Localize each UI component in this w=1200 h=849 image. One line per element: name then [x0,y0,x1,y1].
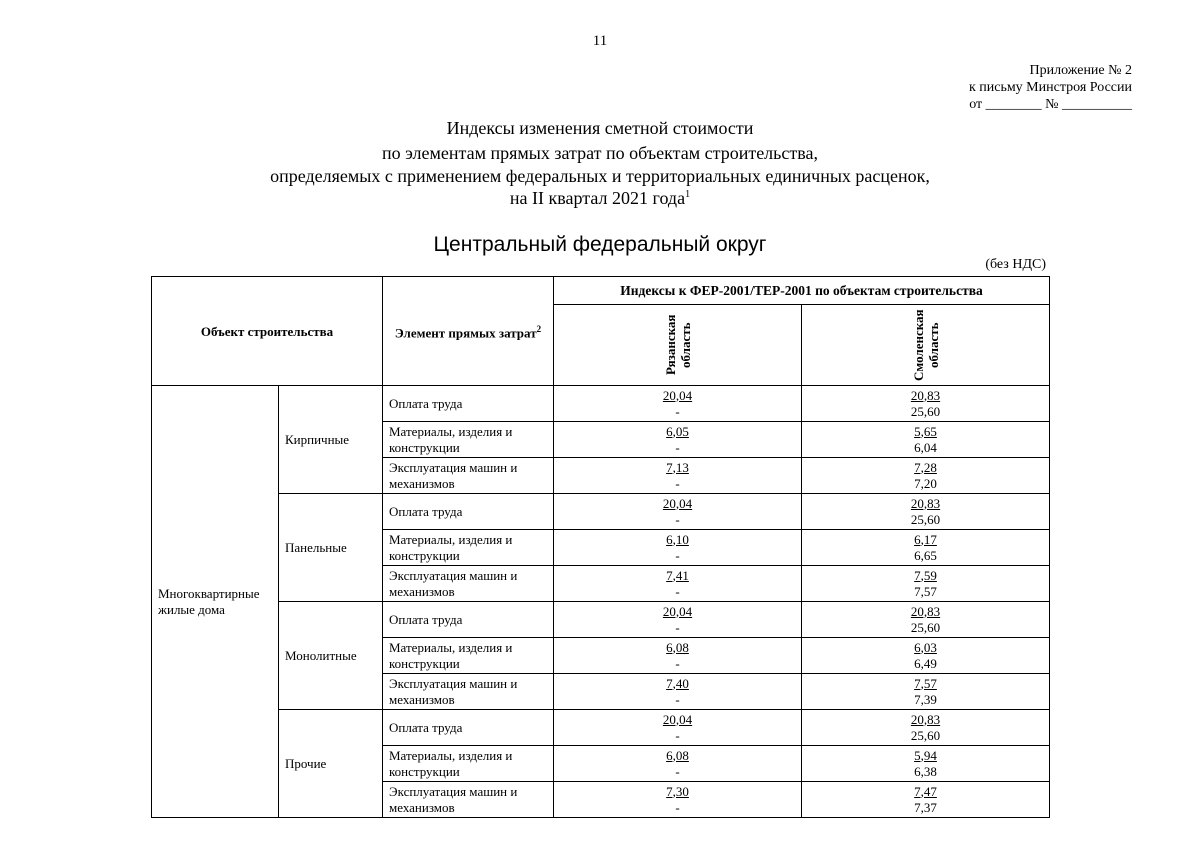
index-value-fer: 7,59 [914,567,937,583]
index-value-fer: 6,08 [666,747,689,763]
index-value-ter: - [675,619,680,635]
index-value-cell-smolensk [802,458,1050,494]
index-value-cell-smolensk [802,674,1050,710]
index-value-fer: 7,47 [914,783,937,799]
index-value-fer: 7,28 [914,459,937,475]
building-type-cell: Монолитные [279,602,383,710]
document-title-line-1: Индексы изменения сметной стоимости [446,118,754,138]
index-value-ter: 7,37 [914,799,937,815]
page-number: 11 [592,33,608,49]
index-value-fer: 7,30 [666,783,689,799]
index-value-cell-smolensk [802,782,1050,818]
index-value-fer: 6,10 [666,531,689,547]
index-value-ter: 7,39 [914,691,937,707]
index-value-cell-smolensk [802,710,1050,746]
document-title-line-4 [0,188,1200,209]
region-title: Центральный федеральный округ [433,233,767,256]
index-value-fer: 20,04 [662,495,693,511]
footnote-marker-1: 1 [685,189,691,200]
element-cell: Оплата труда [383,386,554,422]
index-value-cell-ryazan [554,458,802,494]
index-value-fer: 6,17 [914,531,937,547]
element-cell: Оплата труда [383,602,554,638]
index-value-ter: 6,38 [914,763,937,779]
index-value-fer: 20,83 [910,711,941,727]
index-value-fer: 7,40 [666,675,689,691]
table-row [152,494,1050,530]
index-value-ter: 7,20 [914,475,937,491]
index-value-cell-smolensk [802,746,1050,782]
index-value-ter: - [675,763,680,779]
header-indices: Индексы к ФЕР-2001/ТЕР-2001 по объектам строительства [554,277,1050,305]
index-value-cell-ryazan [554,422,802,458]
table-row [152,710,1050,746]
index-value-ter: - [675,799,680,815]
element-cell: Материалы, изделия и конструкции [383,530,554,566]
index-value-cell-ryazan [554,494,802,530]
index-value-cell-smolensk [802,422,1050,458]
header-element: Элемент прямых затрат$^2$ [383,277,554,386]
building-type-cell: Кирпичные [279,386,383,494]
index-value-fer: 6,03 [914,639,937,655]
index-value-ter: 6,65 [914,547,937,563]
appendix-title: Приложение № 2 [1029,63,1132,78]
element-cell: Эксплуатация машин и механизмов [383,782,554,818]
index-value-fer: 20,83 [910,603,941,619]
index-value-fer: 5,94 [914,747,937,763]
index-value-cell-smolensk [802,602,1050,638]
index-value-cell-ryazan [554,746,802,782]
index-value-fer: 5,65 [914,423,937,439]
index-value-fer: 6,08 [666,639,689,655]
element-cell: Материалы, изделия и конструкции [383,746,554,782]
index-value-ter: 25,60 [910,619,941,635]
header-region-smolensk: Смоленская область [802,305,1050,386]
building-type-cell: Прочие [279,710,383,818]
index-value-ter: 25,60 [910,511,941,527]
header-region-ryazan: Рязанская область [554,305,802,386]
element-cell: Эксплуатация машин и механизмов [383,674,554,710]
index-value-fer: 20,83 [910,387,941,403]
index-value-fer: 6,05 [666,423,689,439]
index-value-cell-ryazan [554,386,802,422]
table-body [152,386,1050,818]
table-row [152,602,1050,638]
index-value-fer: 7,13 [666,459,689,475]
element-cell: Оплата труда [383,710,554,746]
index-value-ter: - [675,691,680,707]
document-title-line-2: по элементам прямых затрат по объектам строительства, [382,143,818,163]
index-value-ter: - [675,727,680,743]
index-value-ter: - [675,403,680,419]
index-value-ter: 25,60 [910,727,941,743]
index-value-cell-ryazan [554,674,802,710]
index-value-fer: 20,04 [662,711,693,727]
building-type-cell: Панельные [279,494,383,602]
appendix-letter: к письму Минстроя России [968,80,1132,95]
index-value-fer: 20,83 [910,495,941,511]
index-value-ter: 6,49 [914,655,937,671]
index-value-ter: - [675,475,680,491]
index-value-ter: - [675,439,680,455]
indices-table [151,276,1050,818]
index-value-fer: 20,04 [662,603,693,619]
element-cell: Эксплуатация машин и механизмов [383,458,554,494]
index-value-cell-smolensk [802,638,1050,674]
index-value-ter: - [675,511,680,527]
index-value-ter: - [675,547,680,563]
index-value-cell-ryazan [554,710,802,746]
index-value-fer: 7,41 [666,567,689,583]
index-value-cell-smolensk [802,566,1050,602]
index-value-cell-ryazan [554,638,802,674]
index-value-cell-smolensk [802,386,1050,422]
vat-note: (без НДС) [985,257,1046,272]
title-period: на II квартал 2021 года [509,188,686,208]
index-value-cell-smolensk [802,530,1050,566]
index-value-fer: 20,04 [662,387,693,403]
index-value-cell-ryazan [554,602,802,638]
index-value-ter: 7,57 [914,583,937,599]
index-value-cell-ryazan [554,530,802,566]
element-cell: Материалы, изделия и конструкции [383,638,554,674]
element-cell: Эксплуатация машин и механизмов [383,566,554,602]
element-cell: Материалы, изделия и конструкции [383,422,554,458]
header-object: Объект строительства [152,277,383,386]
category-cell: Многоквартирные жилые дома [152,386,279,818]
element-cell: Оплата труда [383,494,554,530]
index-value-ter: - [675,583,680,599]
index-value-cell-smolensk [802,494,1050,530]
table-row [152,386,1050,422]
index-value-cell-ryazan [554,566,802,602]
index-value-ter: 6,04 [914,439,937,455]
index-value-fer: 7,57 [914,675,937,691]
index-value-ter: 25,60 [910,403,941,419]
document-title-line-3: определяемых с применением федеральных и территориальных единичных расценок, [270,166,930,186]
index-value-ter: - [675,655,680,671]
index-value-cell-ryazan [554,782,802,818]
appendix-date-line: от ________ № __________ [969,97,1132,112]
